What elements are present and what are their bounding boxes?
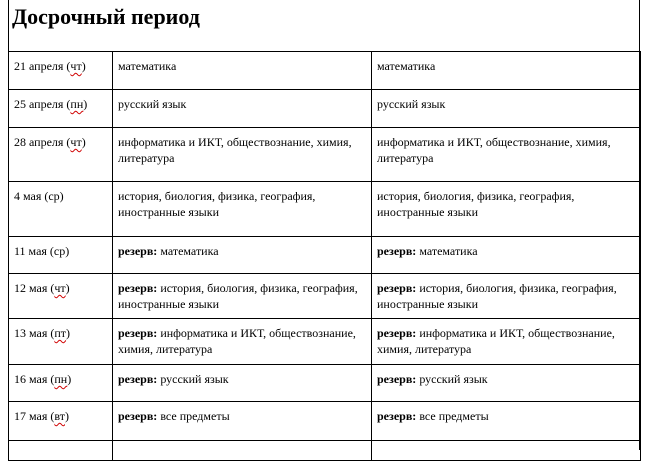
subjects-cell-left (113, 90, 372, 128)
subjects-text: информатика и ИКТ, обществознание, химия, литература (377, 135, 611, 165)
subjects-text: информатика и ИКТ, обществознание, химия, литература (118, 326, 356, 356)
subjects-text: русский язык (377, 97, 446, 111)
subjects-cell-right (372, 274, 641, 319)
reserve-label: резерв: (118, 244, 158, 258)
subjects-text: математика (160, 244, 219, 258)
date-text: 16 мая ( (14, 372, 55, 386)
reserve-label: резерв: (377, 244, 417, 258)
subjects-text: информатика и ИКТ, обществознание, химия, литература (118, 135, 352, 165)
date-suffix: ) (65, 281, 70, 295)
date-text: 17 мая ( (14, 409, 55, 423)
reserve-label: резерв: (377, 326, 417, 340)
subjects-cell-right (372, 237, 641, 274)
subjects-text: русский язык (419, 372, 488, 386)
reserve-label: резерв: (377, 372, 417, 386)
subjects-cell-right (372, 319, 641, 365)
reserve-label: резерв: (118, 409, 158, 423)
subjects-text: информатика и ИКТ, обществознание, химия, литература (377, 326, 615, 356)
subjects-cell-left (113, 52, 372, 90)
reserve-label: резерв: (377, 409, 417, 423)
date-text: 21 апреля ( (14, 59, 71, 73)
reserve-label: резерв: (118, 372, 158, 386)
table-row (9, 274, 641, 319)
title-row (8, 0, 640, 52)
date-text: 12 мая ( (14, 281, 55, 295)
table-row (9, 319, 641, 365)
weekday-abbr: вт (54, 409, 65, 423)
date-text: 28 апреля ( (14, 135, 71, 149)
schedule-table (8, 51, 641, 461)
subjects-text: история, биология, физика, география, иностранные языки (377, 189, 575, 219)
subjects-cell-right (372, 52, 641, 90)
date-cell (9, 182, 113, 237)
subjects-cell-right (372, 365, 641, 402)
reserve-label: резерв: (118, 326, 158, 340)
date-suffix: ) (67, 372, 72, 386)
subjects-text: история, биология, физика, география, иностранные языки (377, 281, 617, 311)
subjects-text: русский язык (160, 372, 229, 386)
weekday-abbr: пт (54, 326, 67, 340)
date-suffix: ) (83, 97, 88, 111)
weekday-abbr: чт (70, 135, 82, 149)
date-suffix: ) (64, 409, 69, 423)
date-cell (9, 128, 113, 182)
table-row (9, 182, 641, 237)
table-row (9, 52, 641, 90)
table-continuation (8, 440, 640, 450)
date-cell (9, 319, 113, 365)
subjects-cell-left (113, 365, 372, 402)
page-title: Досрочный период (12, 4, 200, 29)
subjects-cell-left (113, 274, 372, 319)
subjects-cell-right (372, 90, 641, 128)
subjects-cell-right (372, 402, 641, 441)
date-cell (9, 237, 113, 274)
subjects-cell-right (372, 182, 641, 237)
weekday-abbr: пн (54, 372, 68, 386)
table-row (9, 128, 641, 182)
subjects-cell-left (113, 402, 372, 441)
subjects-cell-left (113, 237, 372, 274)
date-text: 25 апреля ( (14, 97, 71, 111)
subjects-text: математика (419, 244, 478, 258)
date-suffix: ) (81, 59, 86, 73)
subjects-text: все предметы (419, 409, 489, 423)
date-cell (9, 365, 113, 402)
weekday-abbr: чт (70, 59, 82, 73)
date-suffix: ) (81, 135, 86, 149)
reserve-label: резерв: (118, 281, 158, 295)
weekday-abbr: пн (70, 97, 84, 111)
weekday-abbr: чт (54, 281, 66, 295)
date-cell (9, 402, 113, 441)
subjects-text: все предметы (160, 409, 230, 423)
table-row (9, 402, 641, 441)
subjects-text: математика (377, 59, 436, 73)
subjects-text: математика (118, 59, 177, 73)
subjects-cell-left (113, 128, 372, 182)
subjects-text: история, биология, физика, география, иностранные языки (118, 189, 316, 219)
date-cell (9, 90, 113, 128)
reserve-label: резерв: (377, 281, 417, 295)
schedule-table-body (9, 52, 641, 461)
date-suffix: ) (66, 326, 71, 340)
table-row (9, 365, 641, 402)
date-cell (9, 52, 113, 90)
date-cell (9, 274, 113, 319)
date-text: 4 мая (ср) (14, 189, 64, 203)
subjects-cell-left (113, 319, 372, 365)
date-text: 11 мая (ср) (14, 244, 70, 258)
table-row (9, 90, 641, 128)
date-text: 13 мая ( (14, 326, 55, 340)
subjects-cell-left (113, 182, 372, 237)
table-row (9, 237, 641, 274)
subjects-text: русский язык (118, 97, 187, 111)
subjects-cell-right (372, 128, 641, 182)
subjects-text: история, биология, физика, география, иностранные языки (118, 281, 358, 311)
